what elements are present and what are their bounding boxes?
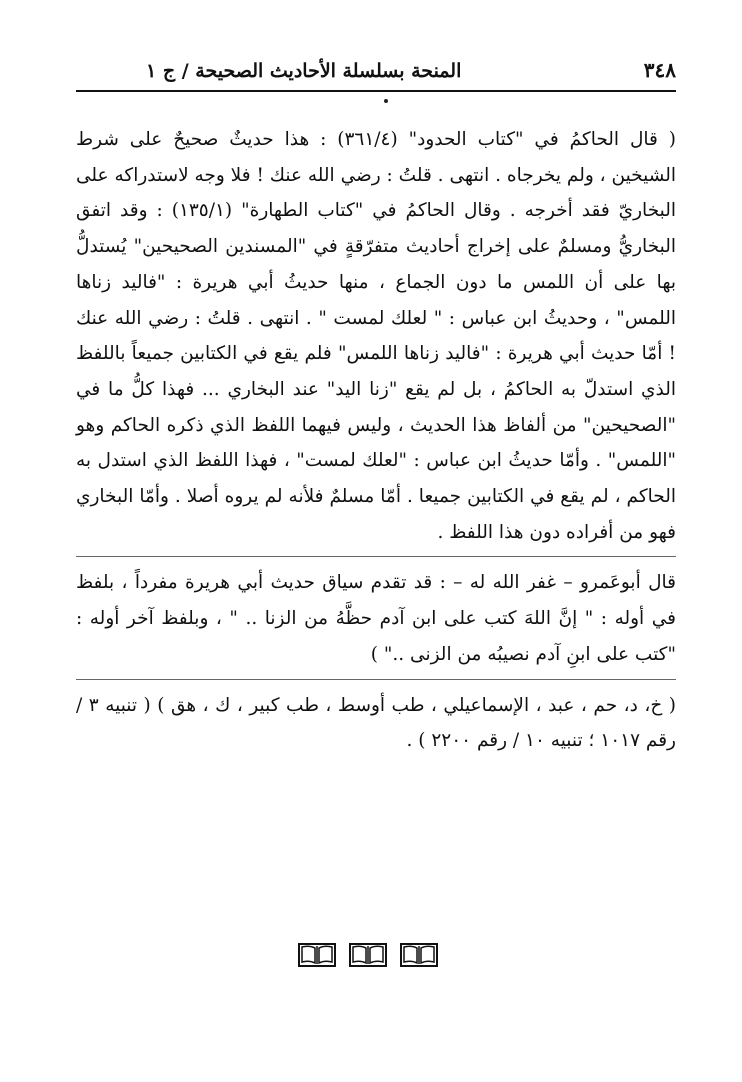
open-book-icon bbox=[349, 942, 387, 968]
running-title: المنحة بسلسلة الأحاديث الصحيحة / ج ١ bbox=[146, 60, 462, 82]
open-book-icon bbox=[400, 942, 438, 968]
paragraph-main: ( قال الحاكمُ في "كتاب الحدود" (٣٦١/٤) : هذا حديثٌ صحيحٌ على شرط الشيخين ، ولم يخرجاه . انتهى . قلتُ : رضي الله عنك ! فلا وجه لاستدراكه على البخاريّ فقد أخرجه . وقال الحاكمُ في "كتاب الطهارة" (١٣٥/١) : وقد اتفق البخاريُّ ومسلمٌ على إخراج أحاديث متفرّقةٍ في "المسندين الصحيحين" يُستدلُّ بها على أن اللمس ما دون الجماع ، منها حديثُ أبي هريرة : "فاليد زناها اللمس" ، وحديثُ ابن عباس : " لعلك لمست " . انتهى . قلتُ : رضي الله عنك ! أمّا حديث أبي هريرة : "فاليد زناها اللمس" فلم يقع في الكتابين جميعاً باللفظ الذي استدلّ به الحاكمُ ، بل لم يقع "زنا اليد" عند البخاري ... فهذا كلُّ ما في "الصحيحين" من ألفاظ هذا الحديث ، وليس فيهما اللفظ الذي ذكره الحاكم وهو "اللمس" . وأمّا حديثُ ابن عباس : "لعلك لمست" ، فهذا اللفظ الذي استدل به الحاكم ، لم يقع في الكتابين جميعا . أمّا مسلمٌ فلأنه لم يروه أصلا . وأمّا البخاري فهو من أفراده دون هذا اللفظ . bbox=[76, 129, 676, 543]
body-text bbox=[76, 122, 676, 763]
open-book-icon bbox=[298, 942, 336, 968]
paragraph-references: ( خ، د، حم ، عبد ، الإسماعيلي ، طب أوسط ، طب كبير ، ك ، هق ) ( تنبيه ٣ / رقم ١٠١٧ ؛ تنبيه ١٠ / رقم ٢٢٠٠ ) . bbox=[76, 694, 676, 752]
header-dot bbox=[384, 99, 388, 103]
paragraph-author-note: قال أبوعَمرو – غفر الله له – : قد تقدم سياق حديث أبي هريرة مفرداً ، بلفظ في أوله : " إنَّ اللهَ كتب على ابن آدم حظَّهُ من الزنا .. " ، وبلفظ آخر أوله : "كتب على ابنِ آدم نصيبُه من الزنى .." ) bbox=[76, 572, 676, 665]
page-header bbox=[76, 56, 676, 92]
page-number: ٣٤٨ bbox=[643, 58, 676, 82]
section-end-ornament bbox=[298, 942, 438, 972]
separator-rule bbox=[76, 679, 676, 680]
separator-rule bbox=[76, 556, 676, 557]
